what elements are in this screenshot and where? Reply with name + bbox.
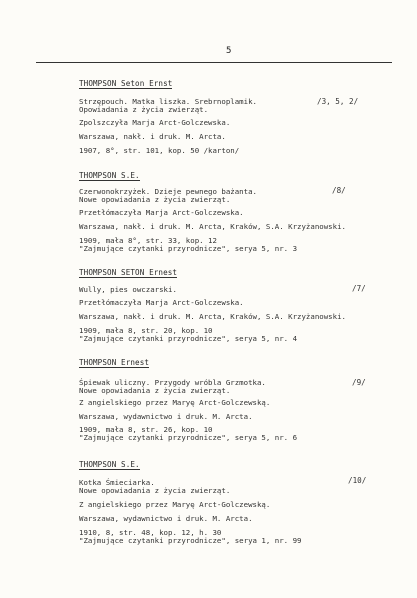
entry-publisher: Warszawa, wydawnictwo i druk. M. Arcta. <box>79 514 253 523</box>
entry-publisher: Warszawa, nakł. i druk. M. Arcta, Kraków, S.A. Krzyżanowski. <box>79 222 346 231</box>
entry-author: THOMPSON Seton Ernst <box>79 79 173 88</box>
entry-author: THOMPSON SETON Ernest <box>79 268 178 277</box>
entry-number: /8/ <box>332 186 346 195</box>
entry-translator: Przetłómaczyła Marja Arct-Golczewska. <box>79 298 244 307</box>
entry-author: THOMPSON S.E. <box>79 460 140 469</box>
entry-number: /7/ <box>352 284 366 293</box>
entry-publisher: Warszawa, nakł. i druk. M. Arcta. <box>79 132 226 141</box>
entry-number: /10/ <box>348 476 367 485</box>
entry-title: Wully, pies owczarski. <box>79 285 177 294</box>
entry-subtitle: Opowiadania z życia zwierząt. <box>79 105 209 114</box>
entry-details: 1909, mała 8°, str. 33, kop. 12 <box>79 236 217 245</box>
entry-series: "Zajmujące czytanki przyrodnicze", serya 5, nr. 6 <box>79 433 298 442</box>
entry-title: Śpiewak uliczny. Przygody wróbla Grzmotka. <box>79 378 266 387</box>
entry-subtitle: Nowe opowiadania z życia zwierząt. <box>79 386 231 395</box>
entry-author: THOMPSON Ernest <box>79 358 150 367</box>
entry-subtitle: Nowe opowiadania z życia zwierząt. <box>79 195 231 204</box>
entry-title: Czerwonokrzyżek. Dzieje pewnego bażanta. <box>79 187 257 196</box>
entry-details: 1910, 8, str. 48, kop. 12, h. 30 <box>79 528 222 537</box>
top-rule <box>36 62 392 63</box>
entry-publisher: Warszawa, nakł. i druk. M. Arcta, Kraków, S.A. Krzyżanowski. <box>79 312 346 321</box>
entry-translator: Przetłómaczyła Marja Arct-Golczewska. <box>79 208 244 217</box>
entry-number: /9/ <box>352 378 366 387</box>
entry-details: 1909, mała 8, str. 26, kop. 10 <box>79 425 213 434</box>
entry-translator: Zpolszczyła Marja Arct-Golczewska. <box>79 118 231 127</box>
entry-title: Kotka Śmieciarka. <box>79 478 155 487</box>
entry-title: Strzępouch. Matka liszka. Srebrnoplamik. <box>79 97 257 106</box>
entry-subtitle: Nowe opowiadania z życia zwierząt. <box>79 486 231 495</box>
entry-author: THOMPSON S.E. <box>79 171 140 180</box>
entry-number: /3, 5, 2/ <box>317 97 359 106</box>
entry-series: "Zajmujące czytanki przyrodnicze", serya 5, nr. 3 <box>79 244 298 253</box>
entry-details: 1907, 8°, str. 101, kop. 50 /karton/ <box>79 146 240 155</box>
entry-publisher: Warszawa, wydawnictwo i druk. M. Arcta. <box>79 412 253 421</box>
entry-series: "Zajmujące czytanki przyrodnicze", serya 5, nr. 4 <box>79 334 298 343</box>
entry-translator: Z angielskiego przez Maryę Arct-Golczewską. <box>79 398 271 407</box>
entry-series: "Zajmujące czytanki przyrodnicze", serya 1, nr. 99 <box>79 536 302 545</box>
entry-details: 1909, mała 8, str. 20, kop. 10 <box>79 326 213 335</box>
entry-translator: Z angielskiego przez Maryę Arct-Golczewską. <box>79 500 271 509</box>
page-number: 5 <box>226 46 232 56</box>
